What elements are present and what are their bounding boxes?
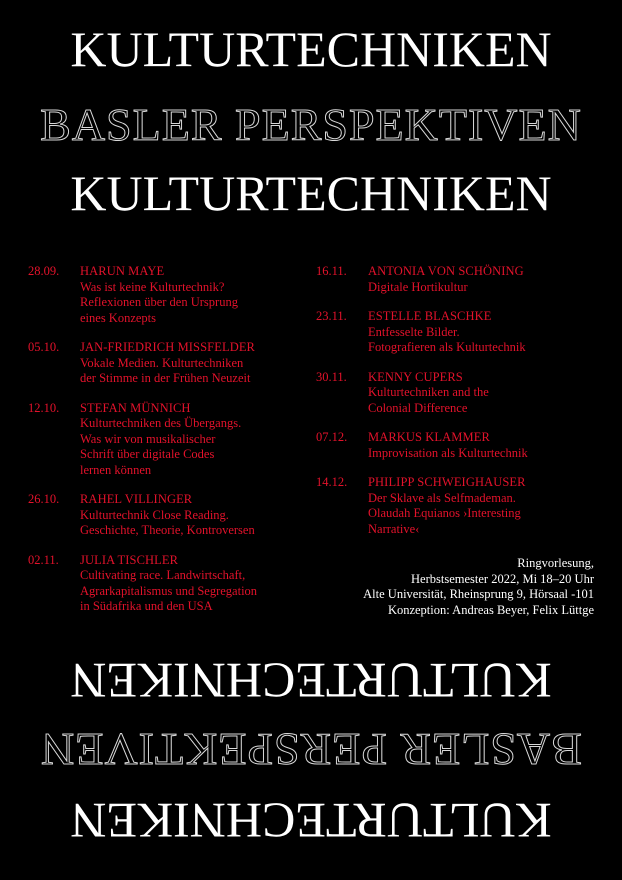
event-date: 16.11.	[316, 264, 347, 278]
event-item	[28, 492, 308, 539]
schedule-right-column	[316, 264, 606, 551]
event-title: Entfesselte Bilder. Fotografieren als Kulturtechnik	[368, 324, 526, 354]
event-speaker: PHILIPP SCHWEIGHAUSER	[368, 475, 526, 489]
footer-series: Ringvorlesung,	[517, 556, 594, 570]
event-title: Der Sklave als Selfmademan. Olaudah Equianos ›Interesting Narrative‹	[368, 490, 521, 536]
event-item	[316, 309, 606, 356]
event-item	[316, 370, 606, 417]
subheadline-flipped: BASLER PERSPEKTIVEN	[40, 724, 582, 775]
event-item	[316, 430, 606, 461]
event-item	[28, 401, 308, 479]
event-speaker: ESTELLE BLASCHKE	[368, 309, 492, 323]
event-item	[28, 264, 308, 326]
event-date: 26.10.	[28, 492, 60, 506]
event-speaker: HARUN MAYE	[80, 264, 165, 278]
event-title: Kulturtechniken des Übergangs. Was wir von musikalischer Schrift über digitale Codes lernen können	[80, 416, 242, 477]
schedule-left-column	[28, 264, 308, 629]
event-title: Kulturtechnik Close Reading. Geschichte, Theorie, Kontroversen	[80, 507, 255, 537]
event-item	[316, 475, 606, 537]
event-title: Improvisation als Kulturtechnik	[368, 445, 528, 460]
event-title: Digitale Hortikultur	[368, 279, 468, 294]
subheadline-top: BASLER PERSPEKTIVEN	[40, 99, 582, 150]
event-date: 30.11.	[316, 369, 347, 384]
event-speaker: JAN-FRIEDRICH MISSFELDER	[80, 340, 255, 354]
headline-flipped-upper: KULTURTECHNIKEN	[70, 653, 552, 709]
event-date: 14.12.	[316, 475, 348, 489]
event-item	[28, 553, 308, 615]
event-speaker: ANTONIA VON SCHÖNING	[368, 264, 524, 278]
event-title: Was ist keine Kulturtechnik? Reflexionen über den Ursprung eines Konzepts	[80, 279, 238, 325]
event-date: 07.12.	[316, 430, 348, 444]
footer-concept: Konzeption: Andreas Beyer, Felix Lüttge	[387, 602, 594, 617]
event-item	[28, 340, 308, 387]
event-speaker: MARKUS KLAMMER	[368, 430, 490, 444]
headline-flipped-lower: KULTURTECHNIKEN	[70, 793, 552, 849]
event-speaker: KENNY CUPERS	[368, 369, 463, 384]
event-speaker: RAHEL VILLINGER	[80, 492, 193, 506]
event-date: 23.11.	[316, 309, 347, 323]
event-speaker: JULIA TISCHLER	[80, 552, 179, 567]
event-date: 05.10.	[28, 340, 60, 354]
event-info-footer	[314, 556, 594, 618]
event-item	[316, 264, 606, 295]
event-title: Cultivating race. Landwirtschaft, Agrarkapitalismus und Segregation in Südafrika und den USA	[80, 568, 258, 613]
event-date: 02.11.	[28, 552, 59, 567]
event-date: 28.09.	[28, 264, 60, 278]
headline-second: KULTURTECHNIKEN	[70, 165, 552, 221]
event-speaker: STEFAN MÜNNICH	[80, 400, 191, 415]
headline-top: KULTURTECHNIKEN	[70, 21, 552, 77]
footer-schedule: Herbstsemester 2022, Mi 18–20 Uhr	[411, 571, 594, 586]
event-date: 12.10.	[28, 400, 60, 415]
footer-location: Alte Universität, Rheinsprung 9, Hörsaal -101	[363, 587, 594, 601]
event-title: Kulturtechniken and the Colonial Difference	[368, 385, 489, 415]
event-title: Vokale Medien. Kulturtechniken der Stimme in der Frühen Neuzeit	[80, 355, 251, 385]
